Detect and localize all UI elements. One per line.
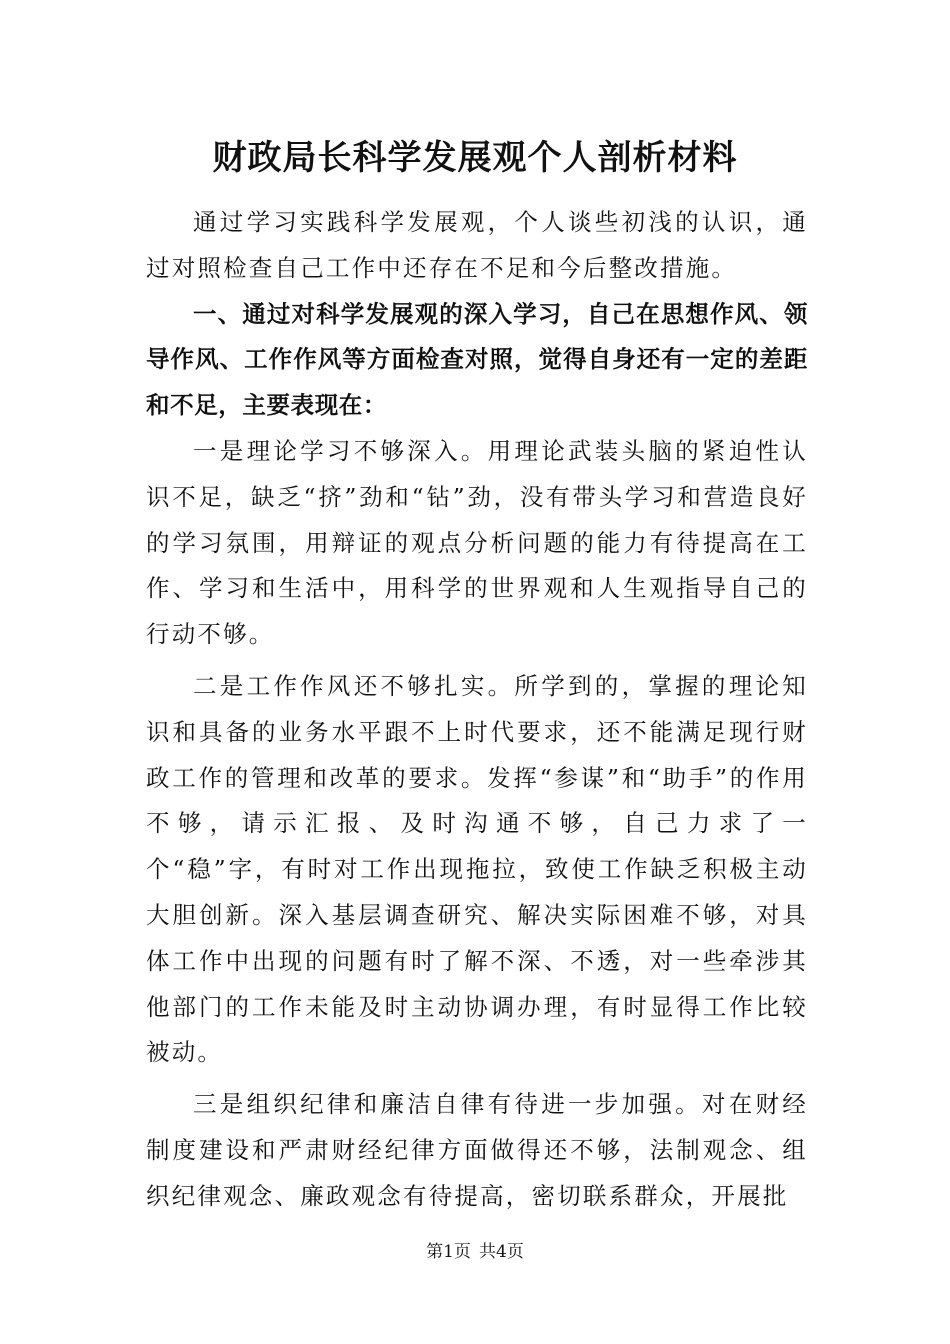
- point-two-paragraph: 二是工作作风还不够扎实。所学到的，掌握的理论知识和具备的业务水平跟不上时代要求，还不能满足现行财政工作的管理和改革的要求。发挥“参谋”和“助手”的作用不够，请示汇报、及时沟通不够，自己力求了一个“稳”字，有时对工作出现拖拉，致使工作缺乏积极主动大胆创新。深入基层调查研究、解决实际困难不够，对具体工作中出现的问题有时了解不深、不透，对一些牵涉其他部门的工作未能及时主动协调办理，有时显得工作比较被动。: [146, 671, 808, 1067]
- page-footer: [0, 1241, 950, 1263]
- intro-paragraph: 通过学习实践科学发展观，个人谈些初浅的认识，通过对照检查自己工作中还存在不足和今后整改措施。: [146, 208, 808, 282]
- point-one-paragraph: 一是理论学习不够深入。用理论武装头脑的紧迫性认识不足，缺乏“挤”劲和“钻”劲，没有带头学习和营造良好的学习氛围，用辩证的观点分析问题的能力有待提高在工作、学习和生活中，用科学的世界观和人生观指导自己的行动不够。: [146, 436, 808, 649]
- section-heading: 一、通过对科学发展观的深入学习，自己在思想作风、领导作风、工作作风等方面检查对照，觉得自身还有一定的差距和不足，主要表现在：: [146, 299, 808, 420]
- document-body: [146, 200, 808, 1220]
- page-total: 共4页: [479, 1242, 524, 1262]
- document-title: 财政局长科学发展观个人剖析材料: [212, 138, 738, 178]
- page-number: 第1页: [426, 1242, 471, 1262]
- point-three-paragraph: 三是组织纪律和廉洁自律有待进一步加强。对在财经制度建设和严肃财经纪律方面做得还不够，法制观念、组织纪律观念、廉政观念有待提高，密切联系群众，开展批: [146, 1090, 808, 1210]
